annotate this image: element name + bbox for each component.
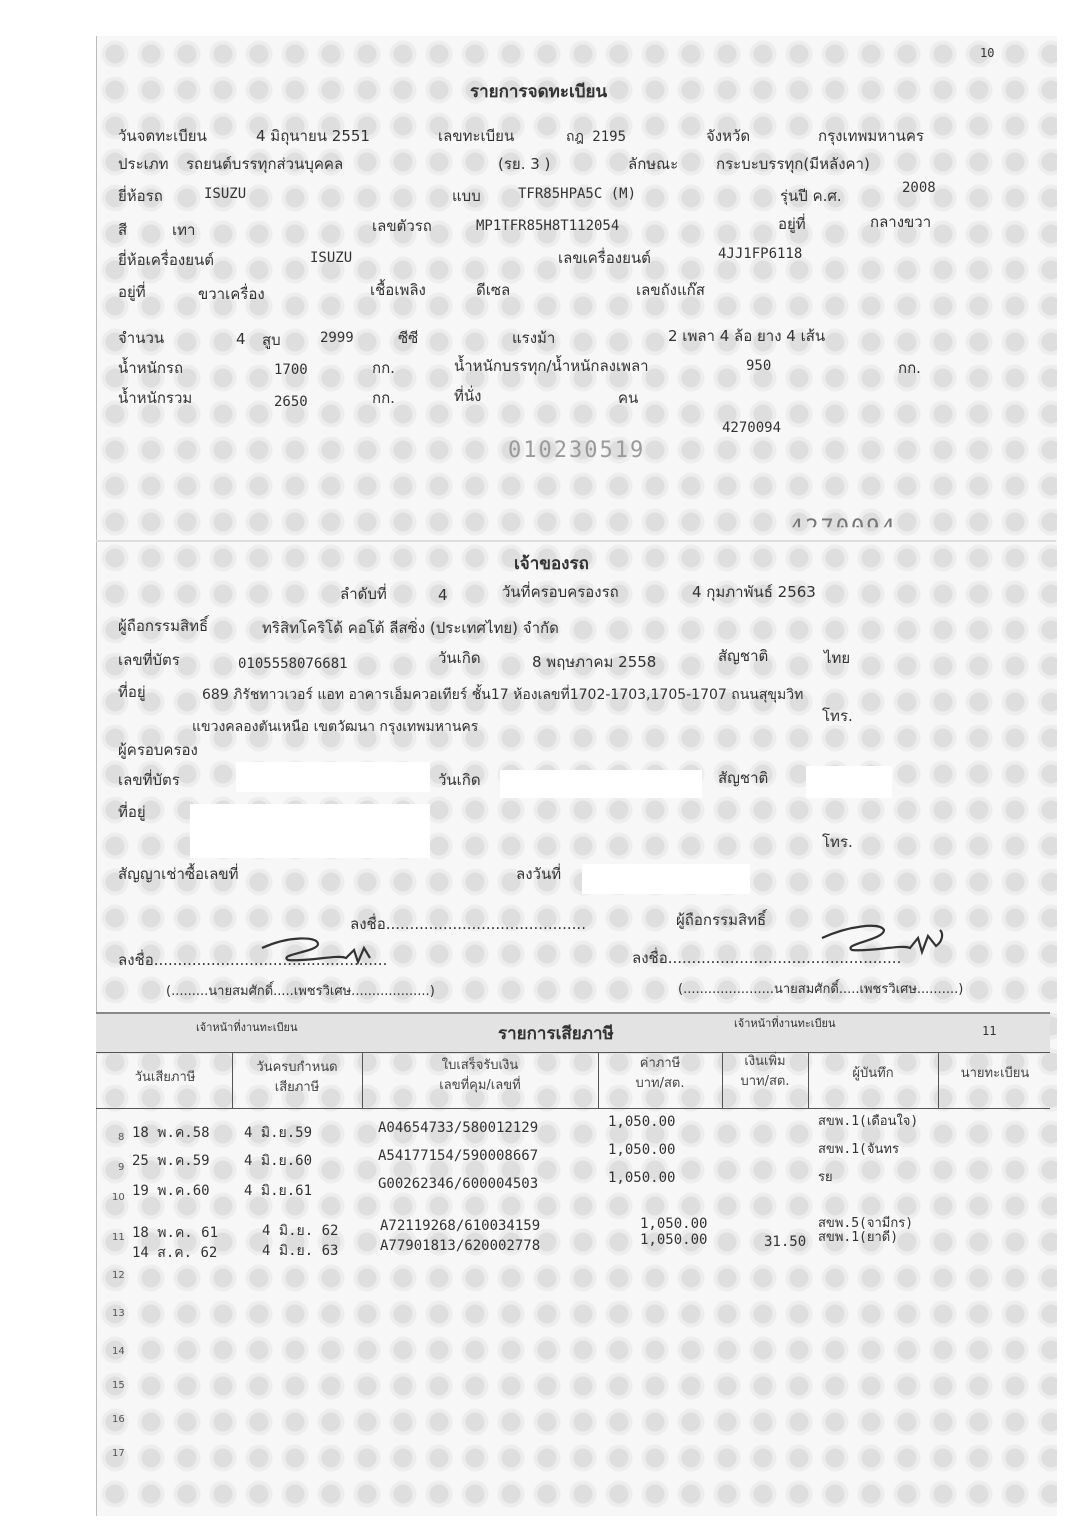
row-receipt: A54177154/590008667 xyxy=(378,1148,539,1164)
year-value: 2008 xyxy=(902,180,936,196)
gross-weight-unit: กก. xyxy=(372,389,395,407)
row-number: 10 xyxy=(112,1192,125,1203)
birth-date-label: วันเกิด xyxy=(438,649,481,667)
col-divider xyxy=(362,1052,363,1108)
nationality-label: สัญชาติ xyxy=(718,647,769,665)
col-divider xyxy=(722,1052,723,1108)
engine-location-value: ขวาเครื่อง xyxy=(198,285,265,303)
load-unit: กก. xyxy=(898,359,921,377)
chassis-location-label: อยู่ที่ xyxy=(778,215,806,233)
row-due-date: 4 มิ.ย. 62 xyxy=(262,1223,339,1239)
holder-signature-line: ลงชื่อ.......................................... xyxy=(350,915,586,933)
col-header-due-date: วันครบกำหนด เสียภาษี xyxy=(256,1060,338,1095)
row-tax: 1,050.00 xyxy=(640,1232,708,1248)
col-divider xyxy=(808,1052,809,1108)
row-number: 11 xyxy=(112,1232,125,1243)
engine-location-label: อยู่ที่ xyxy=(118,283,146,301)
row-number: 15 xyxy=(112,1380,125,1391)
gross-weight-value: 2650 xyxy=(274,394,308,410)
load-label: น้ำหนักบรรทุก/น้ำหนักลงเพลา xyxy=(454,357,649,375)
section-divider xyxy=(96,540,1056,542)
possessor-tel-label: โทร. xyxy=(822,833,853,851)
chassis-value: MP1TFR85H8T112054 xyxy=(476,218,620,234)
row-surcharge: 31.50 xyxy=(764,1234,807,1250)
address-line-1: 689 ภิรัชทาวเวอร์ แอท อาคารเอ็มควอเทียร์ ชั้น17 ห้องเลขที่1702-1703,1705-1707 ถนนสุขุมวิท xyxy=(202,687,804,703)
row-number: 13 xyxy=(112,1308,125,1319)
engine-brand-label: ยี่ห้อเครื่องยนต์ xyxy=(118,251,215,269)
address-line-2: แขวงคลองตันเหนือ เขตวัฒนา กรุงเทพมหานคร xyxy=(192,719,479,735)
reg-date-label: วันจดทะเบียน xyxy=(118,127,207,145)
possessor-birth-label: วันเกิด xyxy=(438,771,481,789)
contract-date-label: ลงวันที่ xyxy=(516,865,562,883)
year-label: รุ่นปี ค.ศ. xyxy=(780,187,842,205)
col-header-receipt: ใบเสร็จรับเงิน เลขที่คุม/เลขที่ xyxy=(439,1058,521,1093)
table-top-border xyxy=(96,1052,1050,1053)
id-card-value: 0105558076681 xyxy=(238,656,348,672)
redaction-box xyxy=(582,864,750,894)
possessor-nationality-label: สัญชาติ xyxy=(718,769,769,787)
row-number: 14 xyxy=(112,1346,125,1357)
stamp-number: 010230519 xyxy=(508,438,646,463)
row-number: 16 xyxy=(112,1414,125,1425)
row-number: 9 xyxy=(118,1162,125,1173)
engine-brand-value: ISUZU xyxy=(310,250,353,266)
contract-label: สัญญาเช่าซื้อเลขที่ xyxy=(118,865,239,883)
load-value: 950 xyxy=(746,358,772,374)
sequence-label: ลำดับที่ xyxy=(340,585,387,603)
fuel-label: เชื้อเพลิง xyxy=(370,281,426,299)
row-number: 8 xyxy=(118,1132,125,1143)
holder-value: ทริสิทโคริโด้ คอโต้ ลีสซิ่ง (ประเทศไทย) จำกัด xyxy=(262,619,559,637)
gas-tank-label: เลขถังแก๊ส xyxy=(636,281,705,299)
row-paid-date: 25 พ.ค.59 xyxy=(132,1153,210,1169)
row-due-date: 4 มิ.ย. 63 xyxy=(262,1243,339,1259)
owner-title: เจ้าของรถ xyxy=(514,554,589,574)
left-officer-title: เจ้าหน้าที่งานทะเบียน xyxy=(196,1021,298,1034)
row-tax: 1,050.00 xyxy=(640,1216,708,1232)
horsepower-label: แรงม้า xyxy=(512,329,556,347)
id-card-label: เลขที่บัตร xyxy=(118,651,180,669)
gross-weight-label: น้ำหนักรวม xyxy=(118,389,193,407)
model-label: แบบ xyxy=(452,187,481,205)
seat-unit: คน xyxy=(618,389,639,407)
redaction-box xyxy=(806,766,892,798)
row-due-date: 4 มิ.ย.61 xyxy=(244,1183,313,1199)
sequence-value: 4 xyxy=(438,586,448,604)
col-header-tax: ค่าภาษี บาท/สต. xyxy=(635,1056,685,1091)
col-header-paid-date: วันเสียภาษี xyxy=(134,1070,196,1085)
address-label: ที่อยู่ xyxy=(118,683,146,701)
col-divider xyxy=(232,1052,233,1108)
redaction-box xyxy=(190,804,430,858)
possessor-address-label: ที่อยู่ xyxy=(118,803,146,821)
table-header-border xyxy=(96,1108,1050,1109)
row-recorder: รย xyxy=(818,1170,833,1185)
possessor-label: ผู้ครอบครอง xyxy=(118,741,198,759)
province-label: จังหวัด xyxy=(706,127,751,145)
row-number: 17 xyxy=(112,1448,125,1459)
model-value: TFR85HPA5C (M) xyxy=(518,186,637,202)
seat-label: ที่นั่ง xyxy=(454,387,482,405)
right-signature-line: ลงชื่อ................................................. xyxy=(632,949,902,967)
cylinder-label: จำนวน xyxy=(118,329,165,347)
cylinder-unit: สูบ xyxy=(262,331,281,349)
type-code: (รย. 3 ) xyxy=(498,155,551,173)
row-receipt: G00262346/600004503 xyxy=(378,1176,539,1192)
row-recorder: สขพ.1(เดือนใจ) xyxy=(818,1114,919,1129)
row-receipt: A72119268/610034159 xyxy=(380,1218,541,1234)
engine-number-value: 4JJ1FP6118 xyxy=(718,246,803,262)
row-tax: 1,050.00 xyxy=(608,1170,676,1186)
page-number: 10 xyxy=(980,46,995,60)
weight-value: 1700 xyxy=(274,362,308,378)
row-tax: 1,050.00 xyxy=(608,1114,676,1130)
plate-label: เลขทะเบียน xyxy=(438,127,515,145)
row-receipt: A77901813/620002778 xyxy=(380,1238,541,1254)
fuel-value: ดีเซล xyxy=(476,281,511,299)
chassis-label: เลขตัวรถ xyxy=(372,217,432,235)
possessor-id-label: เลขที่บัตร xyxy=(118,771,180,789)
char-value: กระบะบรรทุก(มีหลังคา) xyxy=(716,155,870,173)
nationality-value: ไทย xyxy=(824,649,851,667)
row-paid-date: 19 พ.ค.60 xyxy=(132,1183,210,1199)
redaction-box xyxy=(236,762,430,792)
type-label: ประเภท xyxy=(118,155,169,173)
holder-signature-title: ผู้ถือกรรมสิทธิ์ xyxy=(676,911,767,929)
row-tax: 1,050.00 xyxy=(608,1142,676,1158)
row-due-date: 4 มิ.ย.60 xyxy=(244,1153,313,1169)
row-receipt: A04654733/580012129 xyxy=(378,1120,539,1136)
serial-number: 4270094 xyxy=(722,420,782,436)
row-paid-date: 18 พ.ค. 61 xyxy=(132,1225,219,1241)
brand-label: ยี่ห้อรถ xyxy=(118,187,163,205)
brand-value: ISUZU xyxy=(204,186,247,202)
row-recorder: สขพ.1(จันทร xyxy=(818,1142,899,1157)
tax-title: รายการเสียภาษี xyxy=(498,1024,614,1044)
registration-title: รายการจดทะเบียน xyxy=(470,82,608,102)
col-divider xyxy=(598,1052,599,1108)
right-officer-name: (......................นายสมศักดิ์.....เพชรวิเศษ..........) xyxy=(678,982,964,997)
row-recorder: สขพ.5(จามีกร) xyxy=(818,1216,914,1231)
row-paid-date: 18 พ.ค.58 xyxy=(132,1125,210,1141)
row-number: 12 xyxy=(112,1270,125,1281)
possession-date-value: 4 กุมภาพันธ์ 2563 xyxy=(692,583,816,601)
row-due-date: 4 มิ.ย.59 xyxy=(244,1125,313,1141)
axle-text: 2 เพลา 4 ล้อ ยาง 4 เส้น xyxy=(668,327,826,345)
engine-number-label: เลขเครื่องยนต์ xyxy=(558,249,651,267)
weight-unit: กก. xyxy=(372,359,395,377)
row-recorder: สขพ.1(ยาดี) xyxy=(818,1230,899,1245)
left-signature xyxy=(258,928,378,968)
col-header-registrar: นายทะเบียน xyxy=(960,1066,1030,1081)
birth-date-value: 8 พฤษภาคม 2558 xyxy=(532,653,657,671)
chassis-location-value: กลางขวา xyxy=(870,213,932,231)
cc-value: 2999 xyxy=(320,330,354,346)
cc-unit: ซีซี xyxy=(398,329,419,347)
row-paid-date: 14 ส.ค. 62 xyxy=(132,1245,218,1261)
weight-label: น้ำหนักรถ xyxy=(118,359,184,377)
right-signature xyxy=(818,912,948,960)
char-label: ลักษณะ xyxy=(628,155,679,173)
plate-value: ถฎ 2195 xyxy=(566,129,627,145)
col-header-surcharge: เงินเพิ่ม บาท/สต. xyxy=(740,1054,790,1089)
cylinder-value: 4 xyxy=(236,330,246,348)
holder-label: ผู้ถือกรรมสิทธิ์ xyxy=(118,617,209,635)
tax-page-number: 11 xyxy=(982,1024,997,1038)
left-signature-line: ลงชื่อ................................................. xyxy=(118,951,388,969)
tel-label: โทร. xyxy=(822,707,853,725)
type-value: รถยนต์บรรทุกส่วนบุคคล xyxy=(186,155,344,173)
reg-date-value: 4 มิถุนายน 2551 xyxy=(256,127,370,145)
color-value: เทา xyxy=(172,221,196,239)
redaction-box xyxy=(500,770,702,798)
col-divider xyxy=(938,1052,939,1108)
possession-date-label: วันที่ครอบครองรถ xyxy=(502,583,619,601)
col-header-recorder: ผู้บันทึก xyxy=(852,1066,894,1081)
left-officer-name: (.........นายสมศักดิ์.....เพชรวิเศษ...................) xyxy=(166,984,435,999)
color-label: สี xyxy=(118,221,128,239)
right-officer-title: เจ้าหน้าที่งานทะเบียน xyxy=(734,1017,836,1030)
province-value: กรุงเทพมหานคร xyxy=(818,127,924,145)
